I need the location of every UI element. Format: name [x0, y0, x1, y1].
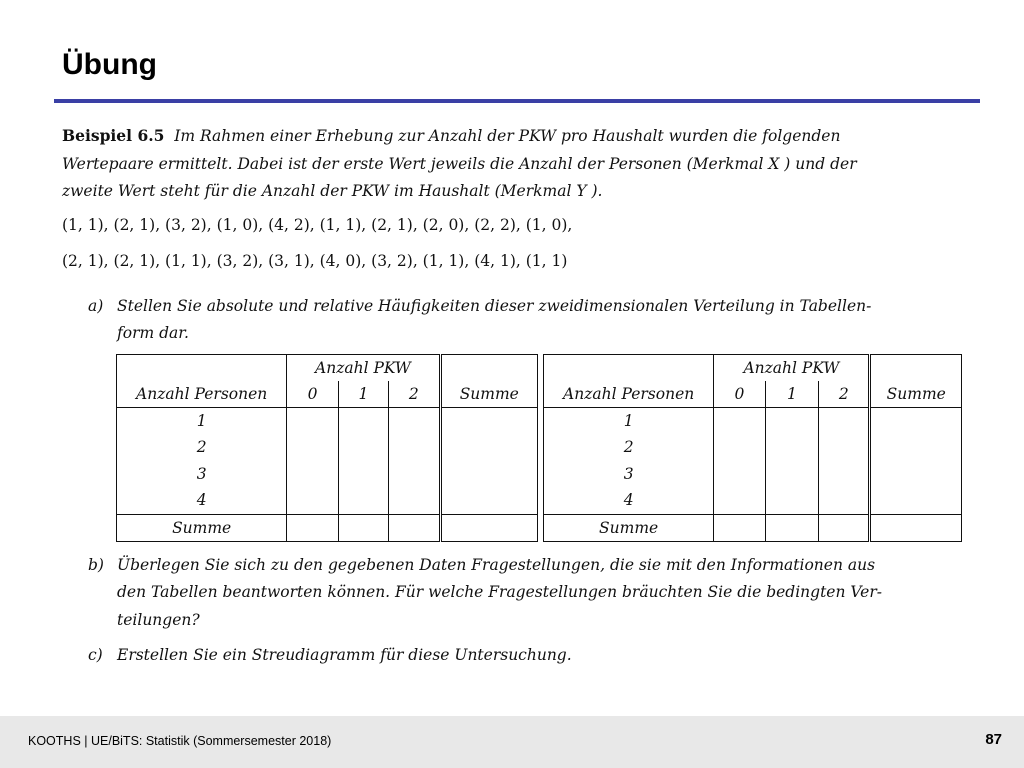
row-label-1: 1	[117, 407, 287, 434]
table-cell[interactable]	[714, 514, 765, 541]
table-cell[interactable]	[338, 514, 388, 541]
page-number: 87	[985, 731, 1002, 748]
table-cell[interactable]	[338, 487, 388, 514]
intro-line-1	[62, 122, 962, 151]
intro-text-1: Im Rahmen einer Erhebung zur Anzahl der PKW pro Haushalt wurden die folgenden	[174, 127, 841, 145]
table-cell[interactable]	[765, 407, 818, 434]
intro-line-3: zweite Wert steht für die Anzahl der PKW im Haushalt (Merkmal Y ).	[62, 182, 603, 200]
row-label-2: 2	[117, 434, 287, 461]
table-cell[interactable]	[287, 407, 338, 434]
table-cell[interactable]	[440, 487, 537, 514]
frequency-tables	[116, 354, 962, 542]
table-cell[interactable]	[714, 434, 765, 461]
intro-line-2: Wertepaare ermittelt. Dabei ist der erste Wert jeweils die Anzahl der Personen (Merkmal X ) und der	[62, 154, 857, 173]
frequency-table-relative	[543, 354, 962, 542]
row-label-1: 1	[543, 407, 713, 434]
table-cell[interactable]	[819, 434, 870, 461]
table-cell[interactable]	[287, 461, 338, 488]
row-label-3: 3	[117, 461, 287, 488]
task-b-line-3: teilungen?	[117, 610, 200, 629]
table-cell[interactable]	[819, 514, 870, 541]
col-header-0: 0	[714, 381, 765, 408]
task-b-line-2: den Tabellen beantworten können. Für welche Fragestellungen bräuchten Sie die bedingten Ver-	[117, 583, 882, 601]
table-cell[interactable]	[389, 487, 440, 514]
exercise-intro	[62, 122, 962, 206]
table-cell[interactable]	[870, 434, 962, 461]
row-header: Anzahl Personen	[543, 381, 713, 408]
value-pairs	[62, 212, 962, 276]
col-header-1: 1	[765, 381, 818, 408]
header-blank-cell	[543, 354, 713, 381]
sum-row-label: Summe	[543, 514, 713, 541]
table-cell[interactable]	[440, 514, 537, 541]
task-a-line-2: form dar.	[117, 324, 189, 342]
table-cell[interactable]	[389, 514, 440, 541]
table-cell[interactable]	[765, 487, 818, 514]
table-cell[interactable]	[819, 487, 870, 514]
row-label-2: 2	[543, 434, 713, 461]
task-a-line-1: Stellen Sie absolute und relative Häufigkeiten dieser zweidimensionalen Verteilung in Tabellen-	[117, 296, 872, 315]
table-cell[interactable]	[870, 407, 962, 434]
frequency-table-absolute	[116, 354, 538, 542]
sum-row-label: Summe	[117, 514, 287, 541]
task-c-label: c)	[88, 646, 103, 664]
table-cell[interactable]	[389, 407, 440, 434]
group-header: Anzahl PKW	[315, 358, 411, 377]
table-cell[interactable]	[765, 434, 818, 461]
table-cell[interactable]	[870, 514, 962, 541]
task-a-label: a)	[88, 296, 104, 315]
table-cell[interactable]	[440, 407, 537, 434]
col-header-2: 2	[408, 384, 419, 403]
exercise-document	[62, 122, 962, 670]
row-label-4: 4	[117, 487, 287, 514]
table-cell[interactable]	[338, 407, 388, 434]
table-cell[interactable]	[714, 407, 765, 434]
table-cell[interactable]	[870, 487, 962, 514]
row-label-3: 3	[543, 461, 713, 488]
table-cell[interactable]	[714, 487, 765, 514]
header-blank-cell	[870, 354, 962, 381]
task-a	[62, 293, 962, 348]
table-cell[interactable]	[714, 461, 765, 488]
task-b	[62, 552, 962, 635]
title-rule	[54, 99, 980, 103]
table-cell[interactable]	[338, 461, 388, 488]
pairs-line-1: (1, 1), (2, 1), (3, 2), (1, 0), (4, 2), (1, 1), (2, 1), (2, 0), (2, 2), (1, 0),	[62, 215, 573, 234]
task-b-line-1: Überlegen Sie sich zu den gegebenen Daten Fragestellungen, die sie mit den Informationen aus	[117, 555, 876, 574]
table-cell[interactable]	[870, 461, 962, 488]
table-cell[interactable]	[287, 514, 338, 541]
slide-title: Übung	[62, 48, 157, 81]
task-b-label: b)	[88, 555, 104, 574]
table-cell[interactable]	[389, 461, 440, 488]
table-cell[interactable]	[440, 461, 537, 488]
table-cell[interactable]	[440, 434, 537, 461]
slide-footer	[0, 716, 1024, 768]
table-cell[interactable]	[765, 461, 818, 488]
col-header-1: 1	[338, 381, 388, 408]
group-header: Anzahl PKW	[743, 358, 840, 377]
header-blank-cell	[440, 354, 537, 381]
table-cell[interactable]	[765, 514, 818, 541]
row-header: Anzahl Personen	[117, 381, 287, 408]
row-label-4: 4	[543, 487, 713, 514]
table-cell[interactable]	[389, 434, 440, 461]
header-blank-cell	[117, 354, 287, 381]
col-header-2: 2	[838, 384, 849, 403]
sum-col-header: Summe	[440, 381, 537, 408]
sum-col-header: Summe	[870, 381, 962, 408]
footer-course-info: KOOTHS | UE/BiTS: Statistik (Sommersemester 2018)	[28, 734, 332, 748]
table-cell[interactable]	[819, 461, 870, 488]
exercise-heading: Beispiel 6.5	[62, 126, 165, 145]
table-cell[interactable]	[338, 434, 388, 461]
table-cell[interactable]	[819, 407, 870, 434]
col-header-0: 0	[287, 381, 338, 408]
task-c	[62, 642, 962, 670]
table-cell[interactable]	[287, 434, 338, 461]
table-cell[interactable]	[287, 487, 338, 514]
task-c-line-1: Erstellen Sie ein Streudiagramm für diese Untersuchung.	[117, 646, 572, 664]
pairs-line-2: (2, 1), (2, 1), (1, 1), (3, 2), (3, 1), (4, 0), (3, 2), (1, 1), (4, 1), (1, 1)	[62, 252, 568, 270]
